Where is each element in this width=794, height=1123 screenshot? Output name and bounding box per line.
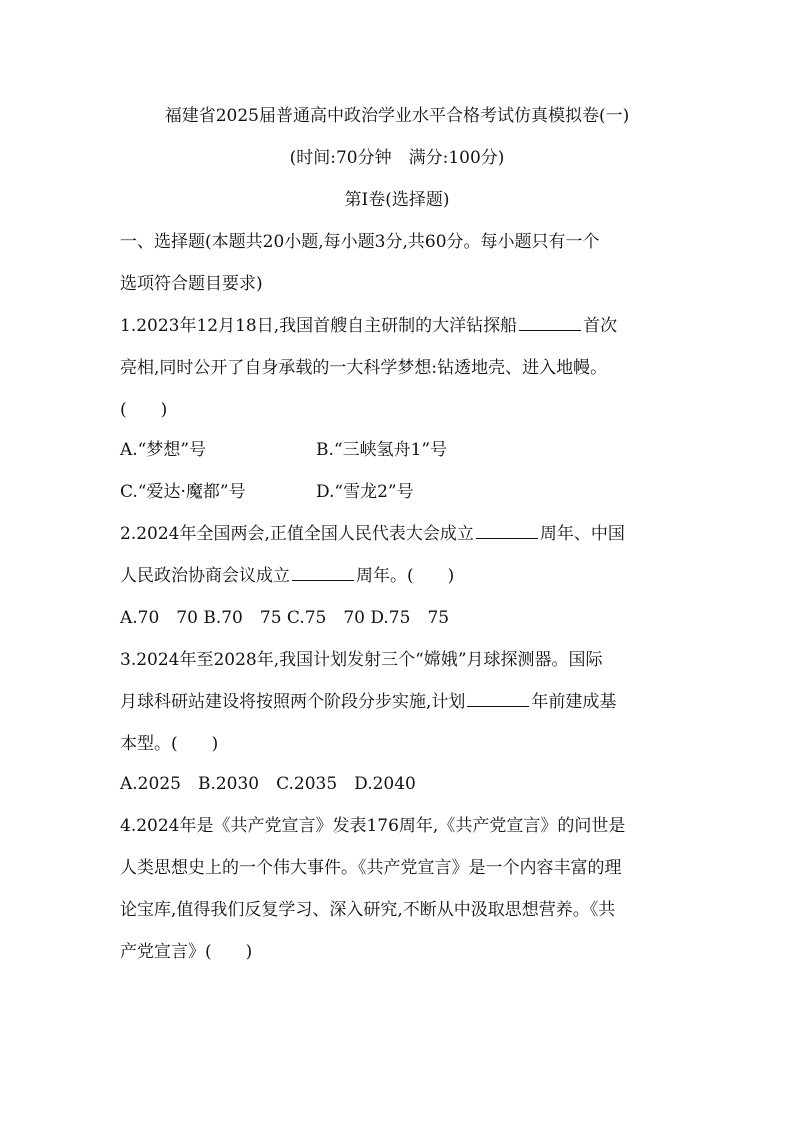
- instructions-line-1: 一、选择题(本题共20小题,每小题3分,共60分。每小题只有一个: [120, 232, 600, 252]
- question-1-option-a: A.“梦想”号: [120, 440, 207, 460]
- question-2-text-a: 2.2024年全国两会,正值全国人民代表大会成立: [120, 524, 474, 544]
- question-3-text-b: 月球科研站建设将按照两个阶段分步实施,计划: [120, 692, 466, 712]
- question-2-options: A.70 70 B.70 75 C.75 70 D.75 75: [120, 608, 450, 628]
- question-1-option-b: B.“三峡氢舟1”号: [316, 440, 448, 460]
- question-3-line-3: 本型。( ): [120, 734, 219, 754]
- answer-blank: [476, 537, 538, 539]
- question-1-options-row-2: [120, 480, 680, 504]
- question-1-text-a: 1.2023年12月18日,我国首艘自主研制的大洋钻探船: [120, 316, 518, 336]
- question-2-text-c: 人民政治协商会议成立: [120, 566, 290, 586]
- question-4-line-3: 论宝库,值得我们反复学习、深入研究,不断从中汲取思想营养。《共: [120, 900, 616, 920]
- question-3-line-2: [120, 690, 680, 714]
- question-3-options: A.2025 B.2030 C.2035 D.2040: [120, 774, 416, 794]
- question-2-line-1: [120, 522, 680, 546]
- question-2-line-2: [120, 564, 680, 588]
- question-1-line-1: [120, 314, 680, 338]
- question-4-line-2: 人类思想史上的一个伟大事件。《共产党宣言》是一个内容丰富的理: [120, 858, 622, 878]
- question-1-options-row-1: [120, 438, 680, 462]
- question-2-text-d: 周年。( ): [356, 566, 455, 586]
- answer-blank: [519, 329, 581, 331]
- question-1-option-d: D.“雪龙2”号: [316, 482, 414, 502]
- question-4-line-4: 产党宣言》( ): [120, 942, 253, 962]
- question-3-line-1: 3.2024年至2028年,我国计划发射三个“嫦娥”月球探测器。国际: [120, 650, 603, 670]
- question-2-text-b: 周年、中国: [539, 524, 625, 544]
- question-1-option-c: C.“爱达·魔都”号: [120, 482, 246, 502]
- section-heading: 第Ⅰ卷(选择题): [344, 190, 450, 210]
- answer-blank: [467, 705, 529, 707]
- question-3-text-c: 年前建成基: [531, 692, 617, 712]
- question-1-paren: ( ): [120, 400, 168, 420]
- answer-blank: [292, 579, 354, 581]
- exam-subtitle: (时间:70分钟 满分:100分): [289, 148, 505, 168]
- question-4-line-1: 4.2024年是《共产党宣言》发表176周年,《共产党宣言》的问世是: [120, 816, 626, 836]
- instructions-line-2: 选项符合题目要求): [120, 274, 263, 294]
- question-1-text-b: 首次: [583, 316, 618, 336]
- question-1-line-2: 亮相,同时公开了自身承载的一大科学梦想:钻透地壳、进入地幔。: [120, 358, 608, 378]
- exam-title: 福建省2025届普通高中政治学业水平合格考试仿真模拟卷(一): [164, 106, 630, 126]
